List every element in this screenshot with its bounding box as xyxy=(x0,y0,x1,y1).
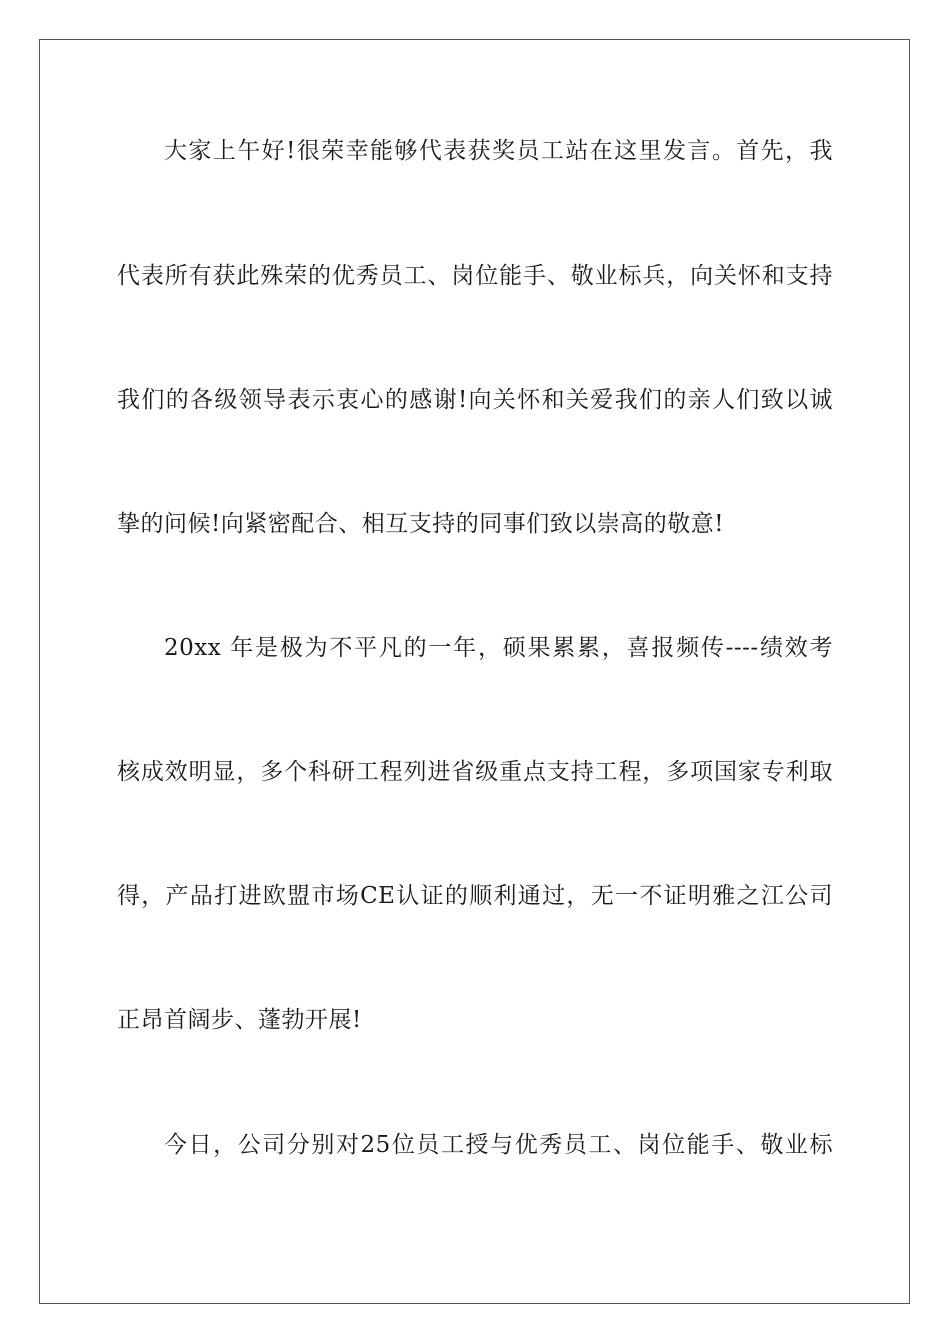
page-frame xyxy=(39,39,910,1304)
paragraph-3-line-1: 今日，公司分别对25位员工授与优秀员工、岗位能手、敬业标 xyxy=(164,1132,833,1158)
paragraph-1-line-1: 大家上午好!很荣幸能够代表获奖员工站在这里发言。首先，我 xyxy=(164,138,833,164)
paragraph-2-line-3: 得，产品打进欧盟市场CE认证的顺利通过，无一不证明雅之江公司 xyxy=(117,883,833,909)
paragraph-1-line-3: 我们的各级领导表示衷心的感谢!向关怀和关爱我们的亲人们致以诚 xyxy=(117,387,833,413)
paragraph-2-line-1: 20xx 年是极为不平凡的一年，硕果累累，喜报频传----绩效考 xyxy=(164,635,833,661)
paragraph-2-line-4: 正昂首阔步、蓬勃开展! xyxy=(117,1007,362,1033)
paragraph-1-line-4: 挚的问候!向紧密配合、相互支持的同事们致以崇高的敬意! xyxy=(117,511,724,537)
paragraph-2-line-2: 核成效明显，多个科研工程列进省级重点支持工程，多项国家专利取 xyxy=(117,759,833,785)
paragraph-1-line-2: 代表所有获此殊荣的优秀员工、岗位能手、敬业标兵，向关怀和支持 xyxy=(117,263,833,289)
